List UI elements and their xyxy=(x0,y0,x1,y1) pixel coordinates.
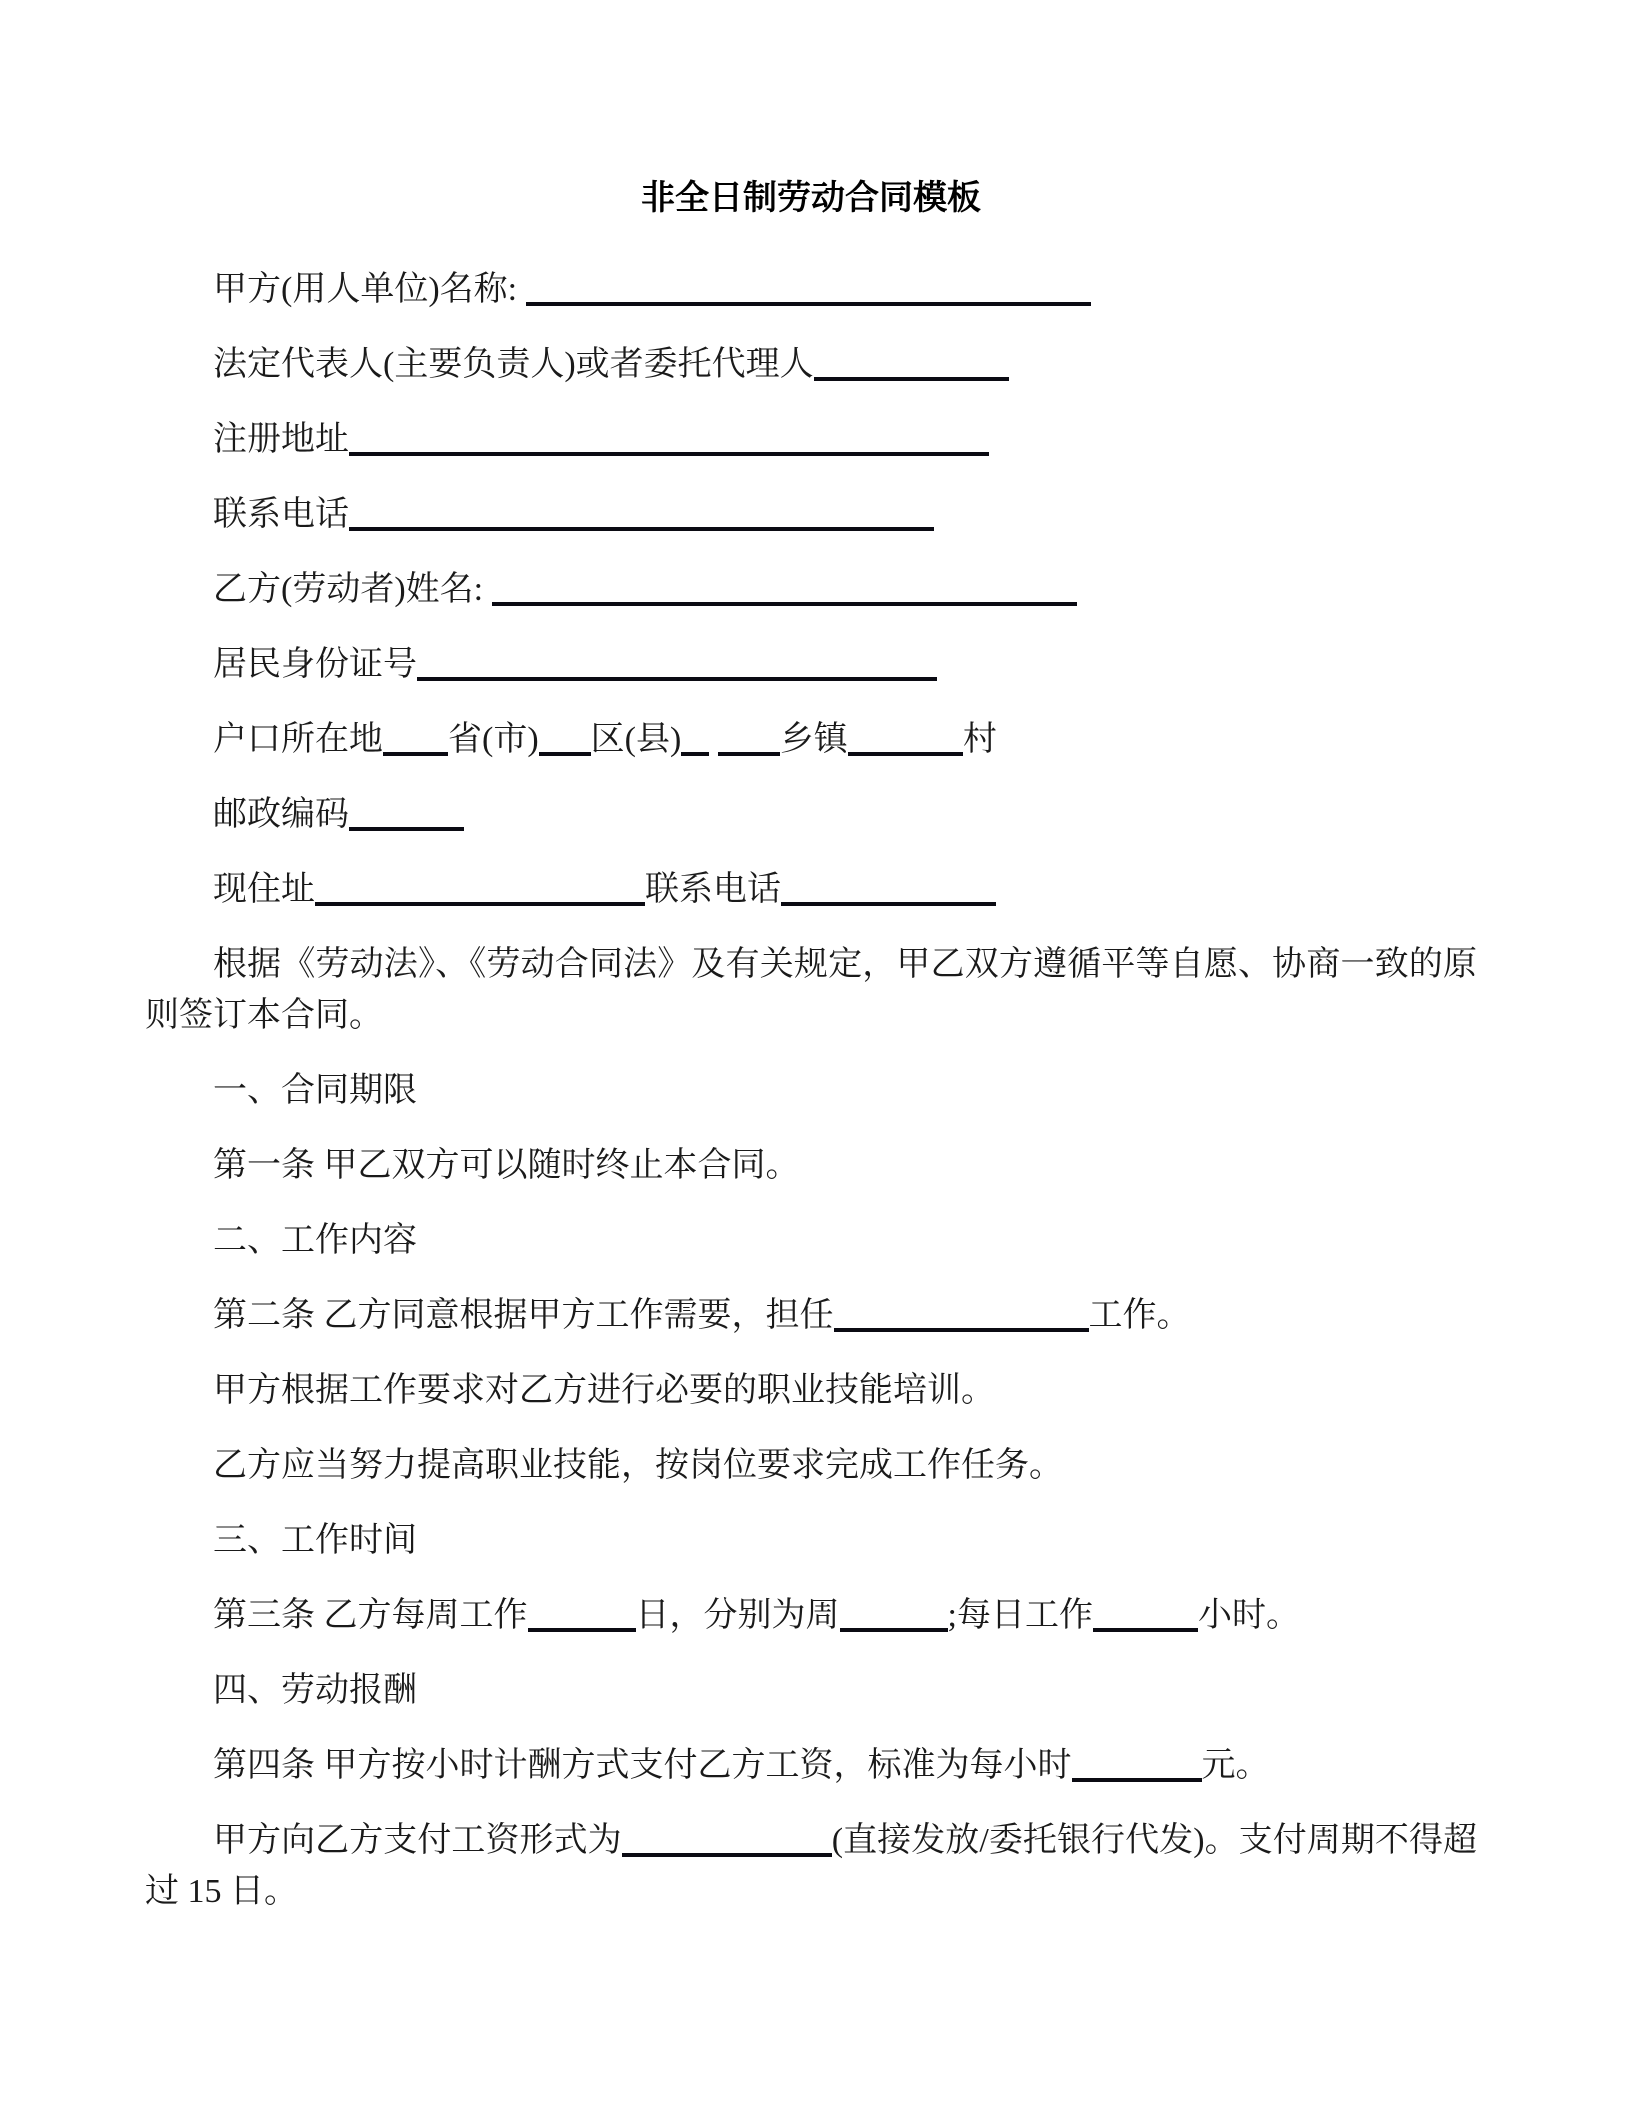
blank-field xyxy=(622,1824,832,1857)
text-run: 村 xyxy=(962,721,997,758)
blank-field xyxy=(681,723,709,756)
text-run: 第四条 甲方按小时计酬方式支付乙方工资，标准为每小时 xyxy=(213,1747,1072,1784)
text-run: 联系电话 xyxy=(213,496,349,533)
text-run: 乙方(劳动者)姓名: xyxy=(213,571,492,608)
document-line xyxy=(145,789,1477,840)
document-line xyxy=(145,339,1477,390)
blank-field xyxy=(383,723,448,756)
blank-field xyxy=(526,273,1091,306)
document-line xyxy=(145,1365,1477,1416)
text-run: 甲方根据工作要求对乙方进行必要的职业技能培训。 xyxy=(213,1372,995,1409)
text-run: 甲方向乙方支付工资形式为 xyxy=(213,1822,622,1859)
text-run: 根据《劳动法》、《劳动合同法》及有关规定，甲乙双方遵循平等自愿、协商一致的原则签订本合同。 xyxy=(145,946,1477,1034)
paragraph xyxy=(145,939,1477,1041)
document-body xyxy=(145,264,1477,1917)
blank-field xyxy=(349,423,989,456)
text-run: 乡镇 xyxy=(779,721,848,758)
document-line xyxy=(145,1515,1477,1566)
text-run: 居民身份证号 xyxy=(213,646,417,683)
blank-field xyxy=(315,873,645,906)
document-line xyxy=(145,264,1477,315)
text-run: 甲方(用人单位)名称: xyxy=(213,271,526,308)
text-run xyxy=(709,721,718,758)
document-title: 非全日制劳动合同模板 xyxy=(641,179,981,217)
blank-field xyxy=(814,348,1009,381)
text-run: 联系电话 xyxy=(645,871,781,908)
text-run: 户口所在地 xyxy=(213,721,383,758)
blank-field xyxy=(718,723,780,756)
document-line xyxy=(145,1590,1477,1641)
text-run: 乙方应当努力提高职业技能，按岗位要求完成工作任务。 xyxy=(213,1447,1063,1484)
text-run: (直接发放/委托银行代发)。支付周期不得超过 15 日。 xyxy=(145,1822,1477,1910)
document-line xyxy=(145,564,1477,615)
text-run: 小时。 xyxy=(1197,1597,1300,1634)
paragraph xyxy=(145,1815,1477,1917)
text-run: 一、合同期限 xyxy=(213,1072,417,1109)
text-run: 邮政编码 xyxy=(213,796,349,833)
text-run: 注册地址 xyxy=(213,421,349,458)
document-line xyxy=(145,1215,1477,1266)
blank-field xyxy=(528,1599,636,1632)
document-line xyxy=(145,1140,1477,1191)
text-run: 省(市) xyxy=(448,721,539,758)
blank-field xyxy=(349,498,934,531)
blank-field xyxy=(349,798,464,831)
document-line xyxy=(145,1290,1477,1341)
text-run: ;每日工作 xyxy=(947,1597,1093,1634)
document-line xyxy=(145,489,1477,540)
text-run: 工作。 xyxy=(1088,1297,1191,1334)
document-line xyxy=(145,414,1477,465)
text-run: 日，分别为周 xyxy=(635,1597,840,1634)
blank-field xyxy=(840,1599,948,1632)
text-run: 法定代表人(主要负责人)或者委托代理人 xyxy=(213,346,814,383)
text-run: 现住址 xyxy=(213,871,315,908)
text-run: 第三条 乙方每周工作 xyxy=(213,1597,528,1634)
document-line xyxy=(145,864,1477,915)
text-run: 第二条 乙方同意根据甲方工作需要，担任 xyxy=(213,1297,834,1334)
blank-field xyxy=(492,573,1077,606)
text-run: 二、工作内容 xyxy=(213,1222,417,1259)
document-line xyxy=(145,1665,1477,1716)
blank-field xyxy=(539,723,591,756)
blank-field xyxy=(848,723,963,756)
blank-field xyxy=(1093,1599,1198,1632)
text-run: 四、劳动报酬 xyxy=(213,1672,417,1709)
document-line xyxy=(145,714,1477,765)
text-run: 三、工作时间 xyxy=(213,1522,417,1559)
text-run: 区(县) xyxy=(590,721,682,758)
document-line xyxy=(145,1740,1477,1791)
blank-field xyxy=(417,648,937,681)
blank-field xyxy=(1072,1749,1202,1782)
document-line xyxy=(145,1440,1477,1491)
document-line xyxy=(145,1065,1477,1116)
text-run: 第一条 甲乙双方可以随时终止本合同。 xyxy=(213,1147,800,1184)
document-line xyxy=(145,639,1477,690)
text-run: 元。 xyxy=(1201,1747,1270,1784)
blank-field xyxy=(781,873,996,906)
blank-field xyxy=(834,1299,1089,1332)
